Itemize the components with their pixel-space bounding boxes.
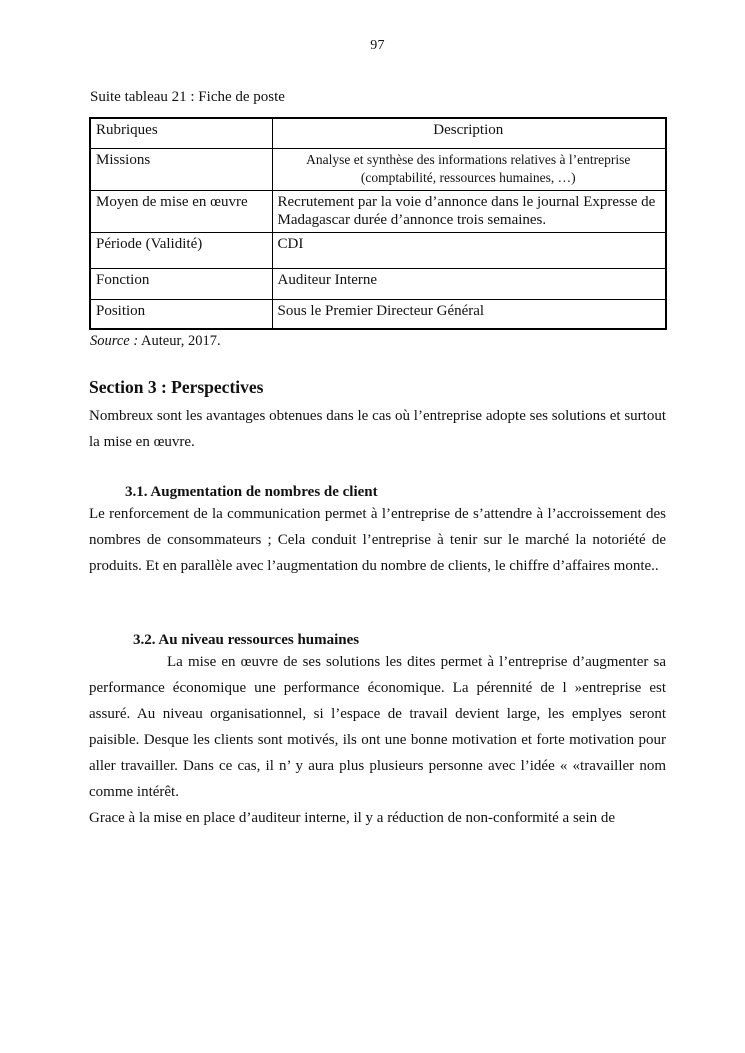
section-3-title: Section 3 : Perspectives: [89, 377, 264, 397]
table-row-missions: [90, 148, 666, 190]
page-number: 97: [370, 38, 385, 53]
table-row-fonction: [90, 268, 666, 299]
table-row-moyen: [90, 190, 666, 232]
closing-paragraph: Grace à la mise en place d’auditeur interne, il y a réduction de non-conformité a sein de: [89, 810, 616, 826]
table-row-position: [90, 299, 666, 329]
source-note: [90, 333, 666, 350]
subsection-3-1-title: 3.1. Augmentation de nombres de client: [125, 484, 378, 500]
row-label-position: Position: [90, 299, 272, 329]
row-value-position: Sous le Premier Directeur Général: [272, 299, 666, 329]
row-label-periode: Période (Validité): [90, 232, 272, 268]
row-value-periode: CDI: [272, 232, 666, 268]
row-value-fonction: Auditeur Interne: [272, 268, 666, 299]
row-value-missions: [272, 148, 666, 190]
missions-value-line-1: Analyse et synthèse des informations relatives à l’entreprise: [306, 151, 631, 167]
source-value: Auteur, 2017.: [141, 333, 221, 349]
subsection-3-2-body: La mise en œuvre de ses solutions les dites permet à l’entreprise d’augmenter sa performance économique une performance économique. La pérennité de l »entreprise est assuré. Au niveau organisationnel, si l’espace de travail devient large, les emplyes seront paisible. Desque les clients sont motivés, ils ont une bonne motivation et forte motivation pour aller travailler. Dans ce cas, il n’ y aura plus plusieurs personne avec l’idée « «travailler nom comme intérêt.: [89, 654, 666, 800]
subsection-3-2-title: 3.2. Au niveau ressources humaines: [133, 632, 360, 648]
row-value-moyen: Recrutement par la voie d’annonce dans le journal Expresse de Madagascar durée d’annonce trois semaines.: [272, 190, 666, 232]
row-label-missions: Missions: [90, 148, 272, 190]
source-label: Source :: [90, 333, 139, 349]
table-caption: Suite tableau 21 : Fiche de poste: [90, 89, 285, 105]
table-header-rubriques: Rubriques: [90, 118, 272, 148]
table-header-row: [90, 118, 666, 148]
fiche-de-poste-table: [89, 117, 667, 330]
table-header-description: Description: [272, 118, 666, 148]
row-label-moyen: Moyen de mise en œuvre: [90, 190, 272, 232]
missions-value-line-2: (comptabilité, ressources humaines, …): [360, 169, 576, 185]
section-3-intro: Nombreux sont les avantages obtenues dans le cas où l’entreprise adopte ses solutions et surtout la mise en œuvre.: [89, 408, 666, 450]
subsection-3-1-body: Le renforcement de la communication permet à l’entreprise de s’attendre à l’accroissement des nombres de consommateurs ; Cela conduit l’entreprise à tenir sur le marché la notoriété de produits. Et en parallèle avec l’augmentation du nombre de clients, le chiffre d’affaires monte..: [89, 506, 666, 574]
row-label-fonction: Fonction: [90, 268, 272, 299]
table-row-periode: [90, 232, 666, 268]
